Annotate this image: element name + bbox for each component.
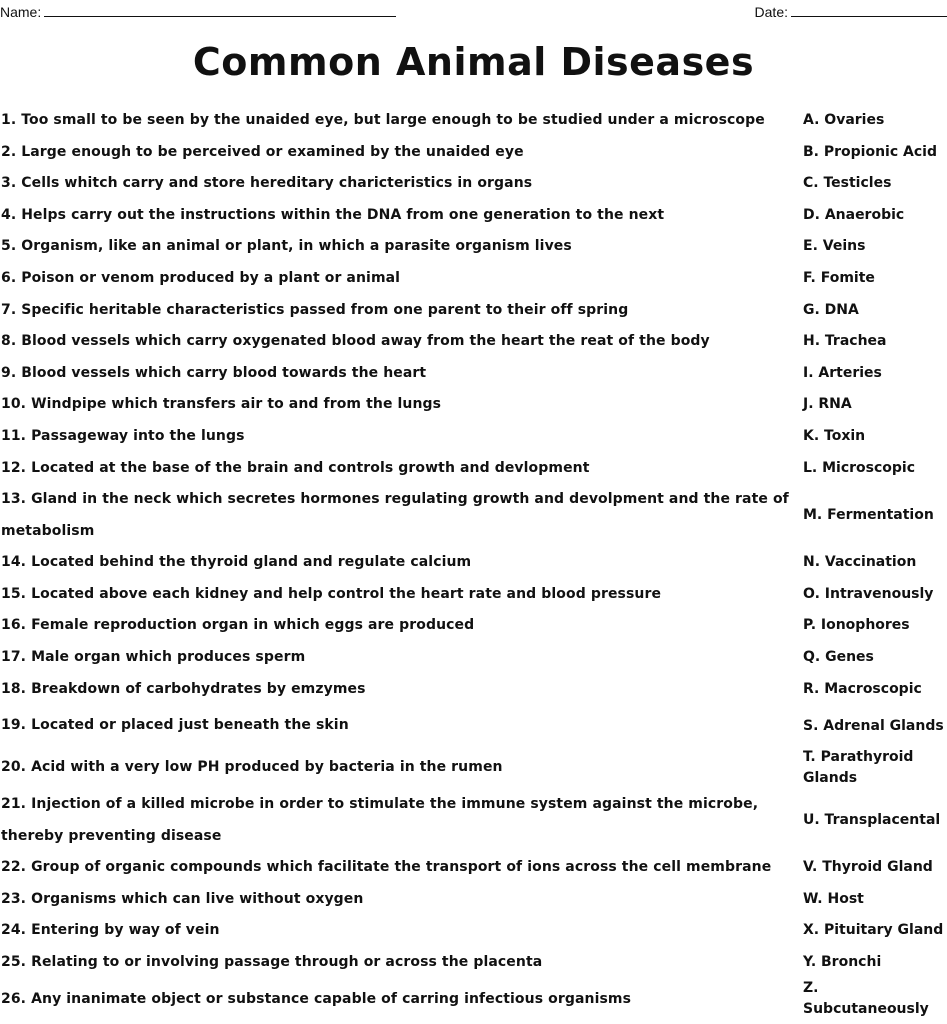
- question-24: 24. Entering by way of vein: [1, 922, 220, 939]
- question-11: 11. Passageway into the lungs: [1, 427, 245, 444]
- date-blank-line[interactable]: [791, 4, 947, 17]
- name-blank-line[interactable]: [44, 4, 396, 17]
- answer-h: H. Trachea: [803, 333, 887, 350]
- matching-row-16: [0, 610, 947, 642]
- matching-row-4: [0, 200, 947, 232]
- question-15: 15. Located above each kidney and help control the heart rate and blood pressure: [1, 585, 662, 602]
- answer-q: Q. Genes: [803, 648, 874, 665]
- question-13: 13. Gland in the neck which secretes hormones regulating growth and devolpment and the rate of metabolism: [1, 491, 789, 539]
- question-21: 21. Injection of a killed microbe in order to stimulate the immune system against the microbe, thereby preventing disease: [1, 796, 759, 844]
- question-7: 7. Specific heritable characteristics passed from one parent to their off spring: [1, 301, 629, 318]
- matching-row-1: [0, 105, 947, 137]
- answer-v: V. Thyroid Gland: [803, 859, 933, 876]
- matching-row-2: [0, 137, 947, 169]
- name-field: [0, 4, 396, 20]
- question-2: 2. Large enough to be perceived or examined by the unaided eye: [1, 143, 524, 160]
- matching-row-13: [0, 484, 947, 547]
- answer-w: W. Host: [803, 890, 864, 907]
- matching-row-7: [0, 295, 947, 327]
- answer-b: B. Propionic Acid: [803, 143, 937, 160]
- question-10: 10. Windpipe which transfers air to and from the lungs: [1, 396, 442, 413]
- matching-row-21: [0, 789, 947, 852]
- answer-e: E. Veins: [803, 238, 866, 255]
- date-field: [755, 4, 947, 20]
- answer-z: Z. Subcutaneously: [803, 980, 929, 1018]
- answer-a: A. Ovaries: [803, 112, 885, 128]
- answer-u: U. Transplacental: [803, 811, 941, 828]
- name-label: Name:: [0, 4, 42, 20]
- question-4: 4. Helps carry out the instructions within the DNA from one generation to the next: [1, 206, 665, 223]
- matching-row-6: [0, 263, 947, 295]
- question-14: 14. Located behind the thyroid gland and regulate calcium: [1, 554, 472, 571]
- question-6: 6. Poison or venom produced by a plant or animal: [1, 269, 401, 286]
- question-3: 3. Cells whitch carry and store hereditary charicteristics in organs: [1, 175, 533, 192]
- matching-row-17: [0, 642, 947, 674]
- question-22: 22. Group of organic compounds which facilitate the transport of ions across the cell membrane: [1, 859, 772, 876]
- matching-row-10: [0, 389, 947, 421]
- matching-row-11: [0, 421, 947, 453]
- answer-k: K. Toxin: [803, 427, 866, 444]
- question-5: 5. Organism, like an animal or plant, in which a parasite organism lives: [1, 238, 572, 255]
- question-23: 23. Organisms which can live without oxygen: [1, 890, 364, 907]
- question-26: 26. Any inanimate object or substance capable of carring infectious organisms: [1, 990, 632, 1007]
- matching-row-12: [0, 453, 947, 485]
- matching-row-5: [0, 231, 947, 263]
- answer-g: G. DNA: [803, 301, 859, 318]
- answer-o: O. Intravenously: [803, 585, 934, 602]
- matching-row-18: [0, 674, 947, 706]
- matching-row-9: [0, 358, 947, 390]
- matching-row-22: [0, 852, 947, 884]
- answer-l: L. Microscopic: [803, 459, 916, 476]
- answer-r: R. Macroscopic: [803, 680, 922, 697]
- matching-row-19: [0, 705, 947, 747]
- matching-row-26: [0, 978, 947, 1020]
- question-8: 8. Blood vessels which carry oxygenated blood away from the heart the reat of the body: [1, 333, 710, 350]
- question-1: 1. Too small to be seen by the unaided eye, but large enough to be studied under a microscope: [1, 112, 765, 128]
- question-9: 9. Blood vessels which carry blood towards the heart: [1, 364, 427, 381]
- answer-y: Y. Bronchi: [803, 953, 882, 970]
- question-18: 18. Breakdown of carbohydrates by emzymes: [1, 680, 366, 697]
- question-12: 12. Located at the base of the brain and controls growth and devlopment: [1, 459, 590, 476]
- answer-p: P. Ionophores: [803, 617, 910, 634]
- matching-list: [0, 105, 947, 1020]
- date-label: Date:: [754, 4, 788, 20]
- answer-f: F. Fomite: [803, 269, 875, 286]
- matching-row-14: [0, 547, 947, 579]
- answer-s: S. Adrenal Glands: [803, 717, 944, 734]
- question-17: 17. Male organ which produces sperm: [1, 648, 306, 665]
- matching-row-15: [0, 579, 947, 611]
- question-19: 19. Located or placed just beneath the skin: [1, 717, 349, 734]
- matching-row-8: [0, 326, 947, 358]
- question-16: 16. Female reproduction organ in which eggs are produced: [1, 617, 475, 634]
- matching-row-23: [0, 884, 947, 916]
- answer-c: C. Testicles: [803, 175, 892, 192]
- matching-row-20: [0, 747, 947, 789]
- matching-row-3: [0, 168, 947, 200]
- question-25: 25. Relating to or involving passage through or across the placenta: [1, 953, 543, 970]
- answer-n: N. Vaccination: [803, 554, 917, 571]
- page-title: Common Animal Diseases: [192, 40, 755, 84]
- question-20: 20. Acid with a very low PH produced by bacteria in the rumen: [1, 759, 503, 776]
- answer-i: I. Arteries: [803, 364, 882, 381]
- matching-row-25: [0, 947, 947, 979]
- answer-x: X. Pituitary Gland: [803, 922, 944, 939]
- answer-m: M. Fermentation: [803, 506, 934, 523]
- answer-t: T. Parathyroid Glands: [803, 749, 914, 787]
- answer-d: D. Anaerobic: [803, 206, 905, 223]
- answer-j: J. RNA: [803, 396, 852, 413]
- matching-row-24: [0, 915, 947, 947]
